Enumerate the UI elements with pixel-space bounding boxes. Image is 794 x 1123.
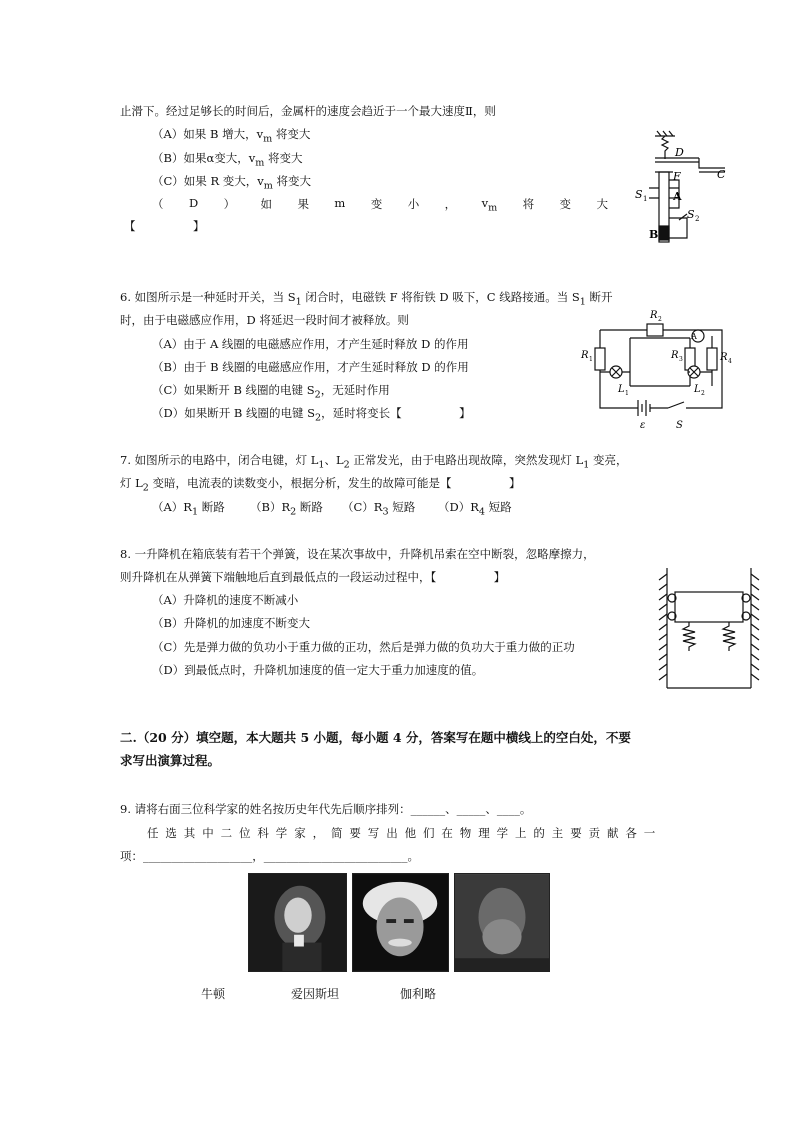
q6-option-c: （C）如果断开 B 线圈的电键 $S_2$，无延时作用 <box>152 383 390 401</box>
q8-line1: 8. 一升降机在箱底装有若干个弹簧，设在某次事故中，升降机吊索在空中断裂，忽略摩擦力， <box>120 547 595 561</box>
caption-galileo: 伽利略 <box>400 987 437 1001</box>
fig2-label-l1: L <box>618 384 625 395</box>
q6-option-d: （D）如果断开 B 线圈的电键 $S_2$，延时将变长【 】 <box>152 406 471 424</box>
fig2-label-r3-sub: 3 <box>679 356 683 363</box>
q7-option-b: $(B)R_2$ 断路 <box>250 500 323 518</box>
fig2-label-r4-sub: 4 <box>728 358 732 365</box>
q8-option-c: （C）先是弹力做的负功小于重力做的正功，然后是弹力做的负功大于重力做的正功 <box>152 640 575 654</box>
caption-einstein: 爱因斯坦 <box>291 987 340 1001</box>
q6-option-b: （B）由于 B 线圈的电磁感应作用，才产生延时释放 D 的作用 <box>152 360 469 374</box>
q6-option-a: （A）由于 A 线圈的电磁感应作用，才产生延时释放 D 的作用 <box>152 337 469 351</box>
q7-line2: 灯 $L_2$ 变暗，电流表的读数变小，根据分析，发生的故障可能是【 】 <box>120 476 521 494</box>
fig2-label-l2: L <box>694 384 701 395</box>
q7-line1: 7. 如图所示的电路中，闭合电键，灯 $L_1$、$L_2$ 正常发光，由于电路出现故障，突然发现灯 $L_1$ 变亮， <box>120 453 628 471</box>
q7-option-c: $(C)R_3$ 短路 <box>342 500 416 518</box>
fig2-label-r2: R <box>650 310 658 321</box>
fig2-label-l1-sub: 1 <box>625 390 629 397</box>
fig2-label-switch: S <box>676 420 683 430</box>
fig2-ammeter-label: A <box>691 332 697 341</box>
q8-line2: 则升降机在从弹簧下端触地后直到最低点的一段运动过程中，【 】 <box>120 570 506 584</box>
q5-option-a: （A）如果 B 增大，$v_m$ 将变大 <box>152 127 311 145</box>
fig2-label-r3: R <box>671 350 679 361</box>
fig2-label-r2-sub: 2 <box>658 316 662 323</box>
q5-option-d: （ D ） 如 果 m 变 小 ， $v_m$ 将 变 大 <box>152 196 608 214</box>
delay-switch-diagram <box>615 128 735 246</box>
fig1-label-s1: S <box>635 188 643 201</box>
fig2-label-r4: R <box>720 352 728 363</box>
elevator-spring-diagram <box>655 568 763 692</box>
q5-answer-bracket: 【 】 <box>124 219 205 233</box>
circuit-diagram <box>578 308 738 430</box>
q6-line1: 6. 如图所示是一种延时开关，当 $S_1$ 闭合时，电磁铁 F 将衔铁 D 吸下，C 线路接通。当 $S_1$ 断开 <box>120 290 613 308</box>
fig2-label-l2-sub: 2 <box>701 390 705 397</box>
q7-option-a: $(A)R_1$ 断路 <box>152 500 225 518</box>
caption-newton: 牛顿 <box>201 987 226 1001</box>
fig1-label-s2: S <box>687 208 695 221</box>
fig2-label-r1: R <box>581 350 589 361</box>
q5-option-c: （C）如果 R 变大，$v_m$ 将变大 <box>152 174 312 192</box>
q9-line1: 9. 请将右面三位科学家的姓名按历史年代先后顺序排列：______、_____、____。 <box>120 802 532 816</box>
fig1-label-s1-sub: 1 <box>643 195 648 203</box>
fig1-label-c: C <box>717 168 726 181</box>
fig1-label-f: F <box>673 170 681 183</box>
einstein-portrait <box>352 873 449 972</box>
fig2-label-r1-sub: 1 <box>589 356 593 363</box>
q8-option-d: （D）到最低点时，升降机加速度的值一定大于重力加速度的值。 <box>152 663 484 677</box>
fig1-label-s2-sub: 2 <box>695 215 700 223</box>
fig1-label-a: A <box>673 190 682 203</box>
q5-option-b: （B）如果α变大，$v_m$ 将变大 <box>152 151 303 169</box>
q9-line3: 项：___________________，_________________________。 <box>120 849 419 863</box>
galileo-portrait <box>454 873 550 972</box>
fig1-label-d: D <box>675 146 684 159</box>
q8-option-b: （B）升降机的加速度不断变大 <box>152 616 310 630</box>
q5-intro: 止滑下。经过足够长的时间后，金属杆的速度会趋近于一个最大速度Ⅱ，则 <box>120 104 496 118</box>
section2-heading-line1: 二.（20 分）填空题，本大题共 5 小题，每小题 4 分，答案写在题中横线上的空白处，不要 <box>120 730 631 745</box>
fig1-label-b: B <box>649 228 659 241</box>
fig2-label-emf: ε <box>640 420 646 430</box>
q8-option-a: （A）升降机的速度不断减小 <box>152 593 299 607</box>
q7-option-d: $(D)R_4$ 短路 <box>438 500 512 518</box>
section2-heading-line2: 求写出演算过程。 <box>120 753 221 768</box>
newton-portrait <box>248 873 347 972</box>
q9-line2: 任选其中二位科学家，简要写出他们在物理学上的主要贡献各一 <box>147 826 663 840</box>
q6-line2: 时，由于电磁感应作用，D 将延迟一段时间才被释放。则 <box>120 313 409 327</box>
